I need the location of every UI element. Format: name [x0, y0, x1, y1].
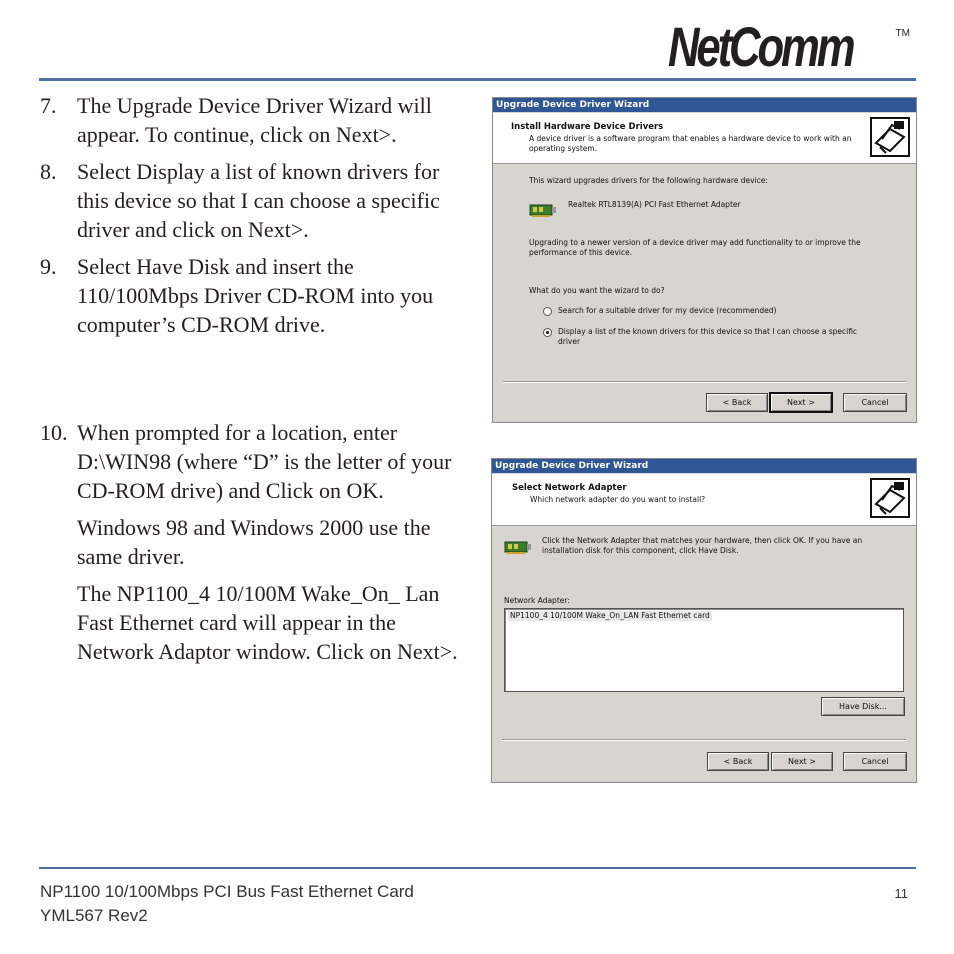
dialog-header [492, 474, 916, 526]
header-title: Install Hardware Device Drivers [511, 122, 664, 132]
back-button[interactable]: < Back [706, 393, 768, 412]
logo-brand: NetComm [668, 15, 853, 78]
logo-trademark: TM [895, 28, 910, 39]
select-adapter-dialog [491, 458, 917, 783]
search-driver-radio[interactable] [543, 307, 552, 316]
step-8 [40, 157, 460, 244]
network-card-icon [504, 539, 532, 555]
adapter-list-item[interactable]: NP1100_4 10/100M Wake_On_LAN Fast Ethernet card [510, 611, 710, 620]
dialog-titlebar: Upgrade Device Driver Wizard [493, 98, 916, 112]
wizard-intro: This wizard upgrades drivers for the following hardware device: [529, 176, 768, 185]
header-rule [39, 78, 916, 81]
dialog-header [493, 113, 916, 164]
step-9 [40, 252, 460, 339]
dialog-titlebar: Upgrade Device Driver Wizard [492, 459, 916, 473]
step-text: The Upgrade Device Driver Wizard will appear. To continue, click on Next>. [77, 93, 432, 147]
back-button[interactable]: < Back [707, 752, 769, 771]
footer-rule [39, 867, 916, 869]
header-title: Select Network Adapter [512, 483, 627, 493]
footer-product: NP1100 10/100Mbps PCI Bus Fast Ethernet Card [40, 882, 414, 901]
header-subtitle: A device driver is a software program that enables a hardware device to work with an operating system. [529, 134, 852, 153]
wizard-question: What do you want the wizard to do? [529, 286, 665, 295]
search-driver-label[interactable]: Search for a suitable driver for my device (recommended) [558, 306, 777, 315]
install-driver-dialog [492, 97, 917, 423]
step-text: Select Have Disk and insert the 110/100Mbps Driver CD-ROM into you computer’s CD-ROM drive. [77, 254, 434, 337]
instruction-steps [40, 91, 460, 674]
adapter-list-label: Network Adapter: [504, 596, 570, 605]
step-text: The NP1100_4 10/100M Wake_On_ Lan Fast Ethernet card will appear in the Network Adaptor window. Click on Next>. [77, 581, 458, 664]
display-list-label[interactable]: Display a list of the known drivers for this device so that I can choose a specific driver [558, 327, 858, 346]
display-list-radio[interactable] [543, 328, 552, 337]
netcomm-logo [668, 15, 916, 78]
footer-revision: YML567 Rev2 [40, 906, 148, 925]
hardware-wizard-icon [870, 117, 910, 157]
page-number: 11 [894, 886, 908, 901]
adapter-listbox[interactable] [504, 608, 904, 692]
hardware-wizard-icon [870, 478, 910, 518]
step-number: 9. [40, 254, 57, 279]
device-name: Realtek RTL8139(A) PCI Fast Ethernet Adapter [568, 200, 741, 209]
footer [40, 880, 414, 928]
step-text: When prompted for a location, enter D:\WIN98 (where “D” is the letter of your CD-ROM drive) and Click on OK. [77, 420, 452, 503]
next-button[interactable]: Next > [769, 392, 833, 413]
adapter-info: Click the Network Adapter that matches your hardware, then click OK. If you have an installation disk for this component, click Have Disk. [542, 536, 863, 555]
have-disk-button[interactable]: Have Disk... [821, 697, 905, 716]
upgrade-info: Upgrading to a newer version of a device driver may add functionality to or improve the performance of this device. [529, 238, 861, 257]
step-7 [40, 91, 460, 149]
button-separator [502, 739, 906, 741]
step-number: 10. [40, 420, 68, 445]
cancel-button[interactable]: Cancel [843, 393, 907, 412]
cancel-button[interactable]: Cancel [843, 752, 907, 771]
header-subtitle: Which network adapter do you want to install? [530, 495, 706, 504]
next-button[interactable]: Next > [771, 752, 833, 771]
step-text: Windows 98 and Windows 2000 use the same driver. [77, 515, 431, 569]
network-card-icon [529, 202, 557, 218]
step-number: 7. [40, 93, 57, 118]
step-text: Select Display a list of known drivers for this device so that I can choose a specific driver and click on Next>. [77, 159, 440, 242]
step-10 [40, 418, 460, 666]
step-number: 8. [40, 159, 57, 184]
button-separator [503, 381, 906, 383]
